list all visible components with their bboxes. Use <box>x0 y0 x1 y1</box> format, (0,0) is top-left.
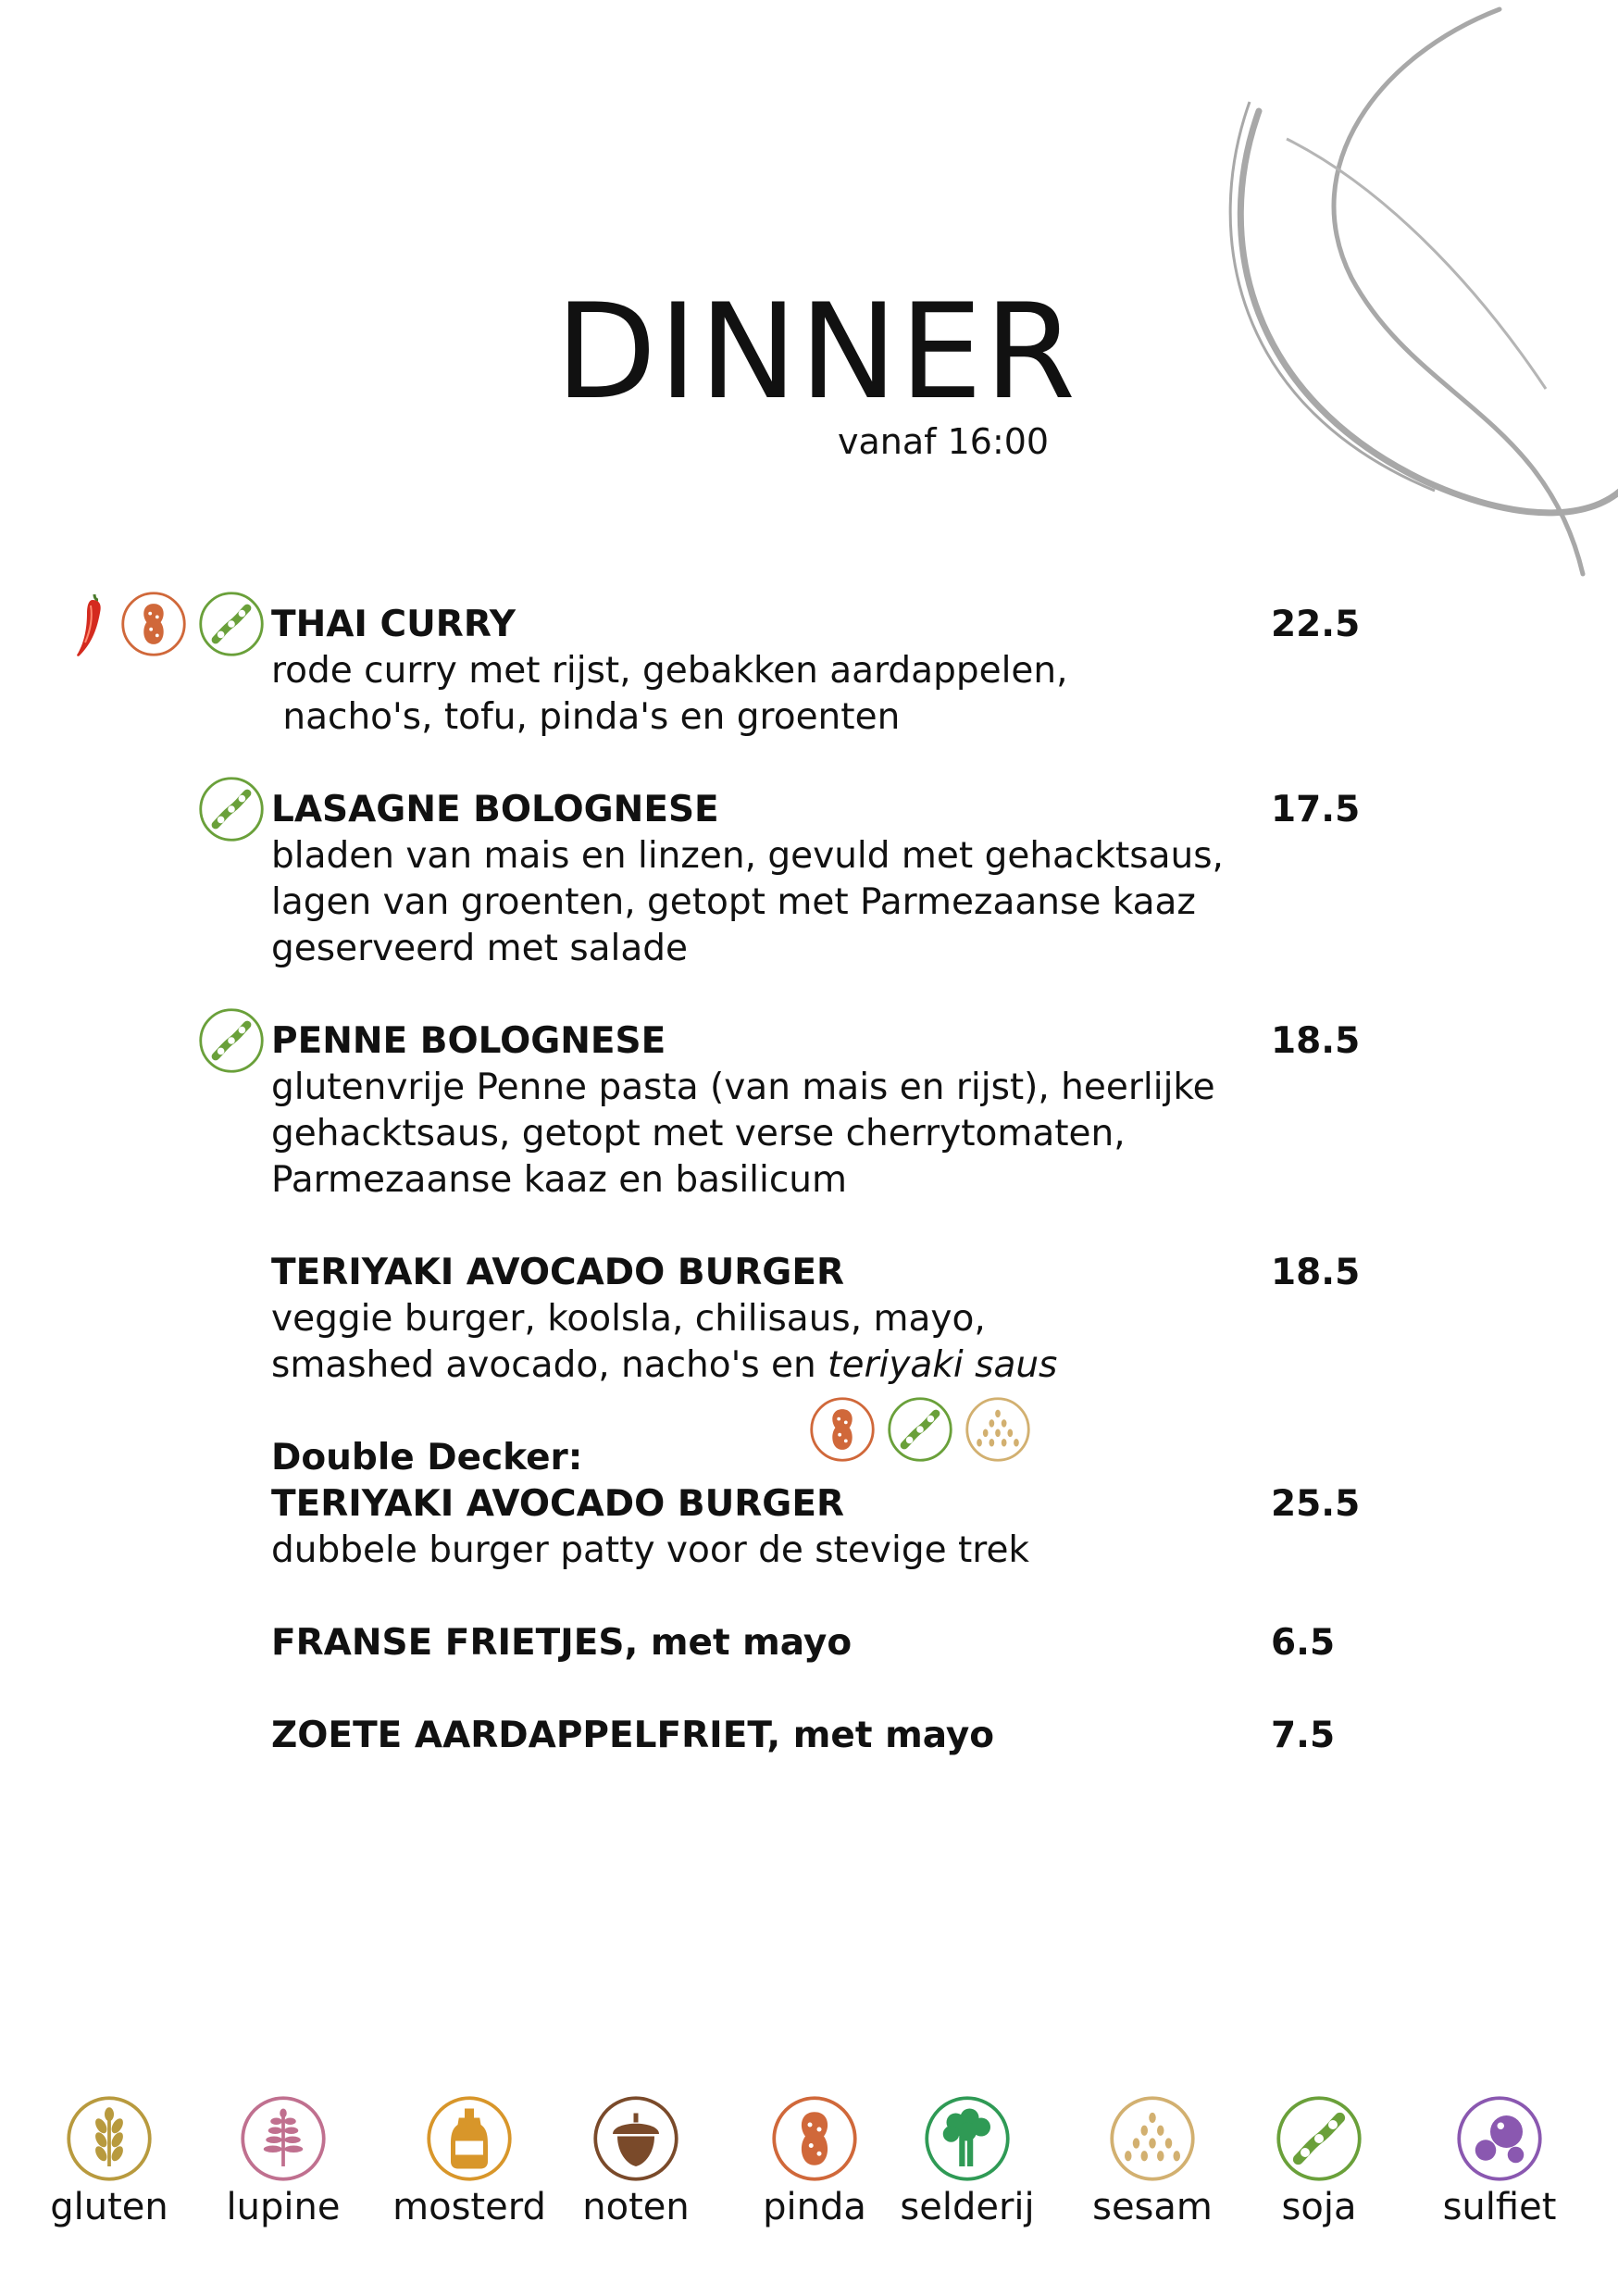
penne-allergens <box>196 1005 267 1076</box>
item-description-line: lagen van groenten, getopt met Parmezaanse kaaz <box>271 881 1196 923</box>
item-price: 18.5 <box>1271 1252 1361 1293</box>
menu-item-lasagne-bolognese <box>271 787 1361 972</box>
leaf-decoration-icon <box>1194 0 1618 593</box>
item-price: 18.5 <box>1271 1020 1361 1062</box>
legend-item-sulfiet <box>1412 2092 1587 2229</box>
menu-item-thai-curry <box>271 602 1361 741</box>
allergen-legend <box>0 2092 1618 2228</box>
item-pre-label: Double Decker: <box>271 1437 583 1479</box>
item-description-text: smashed avocado, nacho's en <box>271 1344 828 1386</box>
thai-curry-allergens <box>74 589 267 663</box>
item-description-line: geserveerd met salade <box>271 928 689 969</box>
legend-label: lupine <box>226 2186 341 2228</box>
legend-item-soja <box>1231 2092 1407 2229</box>
celery-icon <box>921 2092 1014 2185</box>
chili-icon <box>74 589 111 663</box>
legend-item-lupine <box>195 2092 371 2229</box>
legend-label: gluten <box>50 2186 168 2228</box>
menu-item-franse-frietjes <box>271 1620 1354 1666</box>
page-title: DINNER <box>555 276 1078 429</box>
lasagne-allergens <box>196 774 267 844</box>
item-price: 25.5 <box>1271 1483 1361 1525</box>
mustard-icon <box>423 2092 516 2185</box>
item-description-italic: teriyaki saus <box>828 1344 1058 1386</box>
legend-label: noten <box>582 2186 690 2228</box>
menu-item-teriyaki-avocado-burger <box>271 1250 1361 1389</box>
item-description-line: bladen van mais en linzen, gevuld met gehacktsaus, <box>271 835 1224 877</box>
legend-label: sulfiet <box>1442 2186 1557 2228</box>
item-description-line: glutenvrije Penne pasta (van mais en rijst), heerlijke <box>271 1067 1215 1108</box>
legend-item-pinda <box>727 2092 902 2229</box>
item-description-line: dubbele burger patty voor de stevige trek <box>271 1529 1030 1571</box>
sulfite-icon <box>1453 2092 1546 2185</box>
menu-item-penne-bolognese <box>271 1018 1361 1204</box>
legend-item-noten <box>548 2092 724 2229</box>
legend-label: sesam <box>1092 2186 1213 2228</box>
item-name: PENNE BOLOGNESE <box>271 1020 666 1062</box>
item-name: TERIYAKI AVOCADO BURGER <box>271 1483 844 1525</box>
gluten-icon <box>63 2092 156 2185</box>
menu-item-double-decker <box>271 1435 1361 1574</box>
legend-item-selderij <box>879 2092 1055 2229</box>
lupine-icon <box>237 2092 330 2185</box>
item-name: LASAGNE BOLOGNESE <box>271 789 719 830</box>
legend-item-mosterd <box>381 2092 557 2229</box>
item-name: FRANSE FRIETJES, met mayo <box>271 1622 853 1664</box>
item-price: 22.5 <box>1271 604 1361 645</box>
item-description-line <box>271 1342 1354 1389</box>
item-price: 7.5 <box>1271 1715 1336 1756</box>
soy-icon <box>196 589 267 659</box>
legend-label: mosterd <box>392 2186 546 2228</box>
soy-icon <box>196 1005 267 1076</box>
item-price: 17.5 <box>1271 789 1361 830</box>
menu-item-zoete-aardappelfriet <box>271 1713 1354 1759</box>
page-subtitle: vanaf 16:00 <box>838 421 1050 462</box>
peanut-icon <box>768 2092 861 2185</box>
item-name: ZOETE AARDAPPELFRIET, met mayo <box>271 1715 995 1756</box>
soy-icon <box>196 774 267 844</box>
item-description-line: veggie burger, koolsla, chilisaus, mayo, <box>271 1298 986 1340</box>
item-name: THAI CURRY <box>271 604 516 645</box>
item-price: 6.5 <box>1271 1622 1336 1664</box>
soy-icon <box>1273 2092 1365 2185</box>
peanut-icon <box>118 589 189 659</box>
item-description-line: nacho's, tofu, pinda's en groenten <box>271 696 901 738</box>
legend-item-sesam <box>1064 2092 1240 2229</box>
legend-label: selderij <box>900 2186 1035 2228</box>
item-name: TERIYAKI AVOCADO BURGER <box>271 1252 844 1293</box>
legend-label: soja <box>1281 2186 1357 2228</box>
legend-item-gluten <box>21 2092 197 2229</box>
item-description-line: gehacktsaus, getopt met verse cherrytomaten, <box>271 1113 1126 1154</box>
legend-label: pinda <box>763 2186 866 2228</box>
sesame-icon <box>1106 2092 1199 2185</box>
item-description-line: Parmezaanse kaaz en basilicum <box>271 1159 848 1201</box>
item-description-line: rode curry met rijst, gebakken aardappelen, <box>271 650 1068 692</box>
nuts-icon <box>590 2092 682 2185</box>
